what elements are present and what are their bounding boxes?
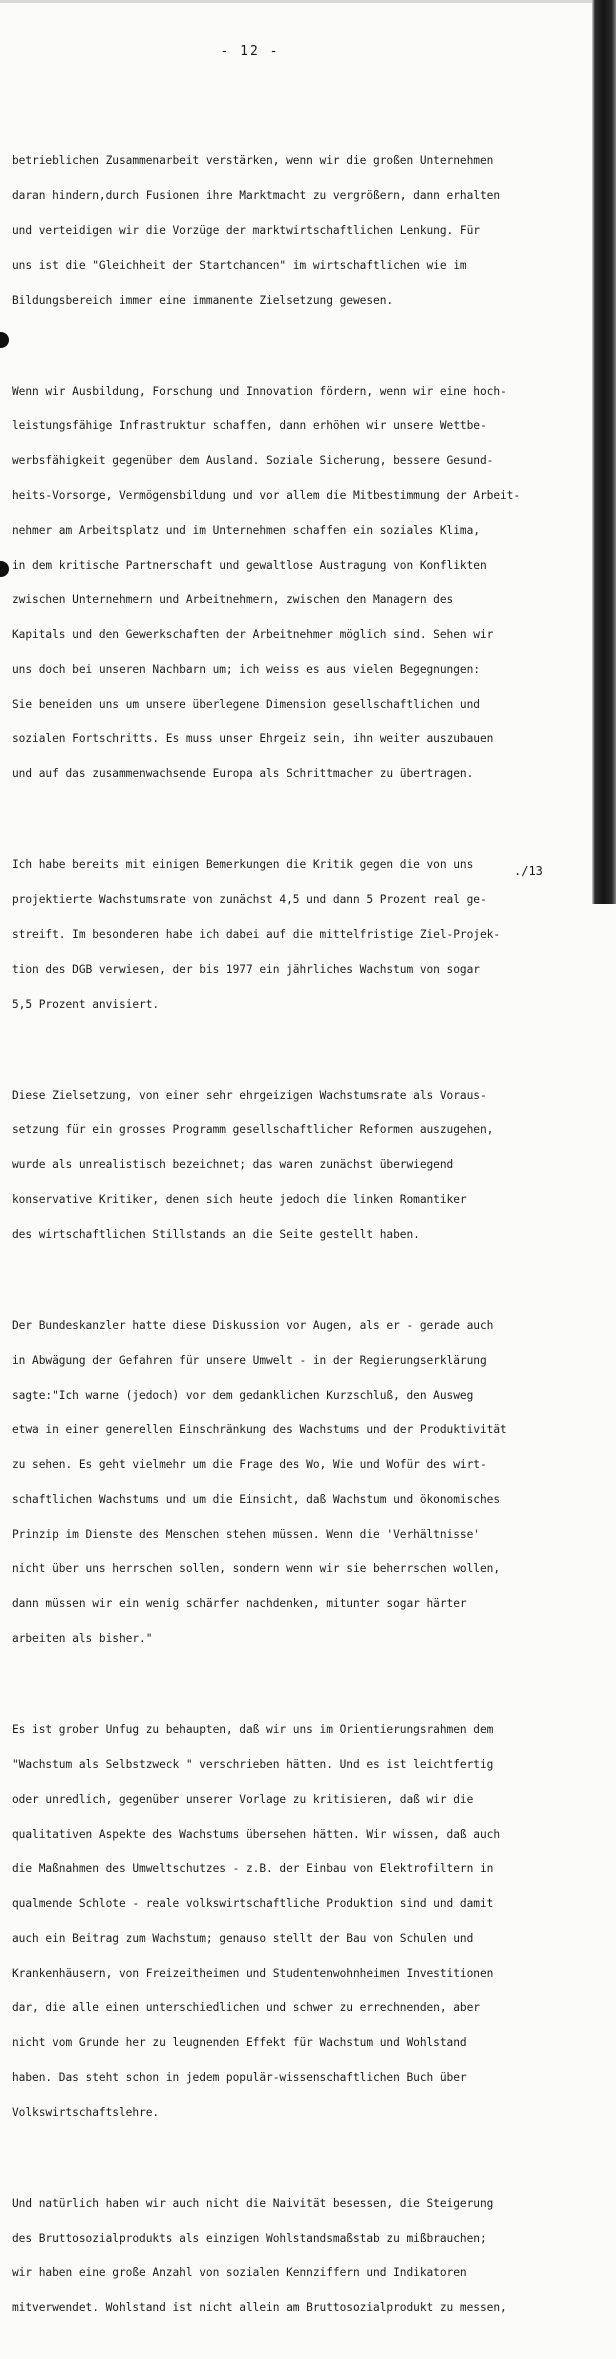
text-line: arbeiten als bisher.": [12, 1632, 153, 1645]
text-line: konservative Kritiker, denen sich heute jedoch die linken Romantiker: [12, 1193, 467, 1207]
paragraph: [12, 2175, 582, 2337]
text-line: Ich habe bereits mit einigen Bemerkungen die Kritik gegen die von uns: [12, 858, 474, 872]
paragraph: [12, 132, 582, 329]
scan-top-edge: [0, 0, 592, 3]
text-line: leistungsfähige Infrastruktur schaffen, dann erhöhen wir unsere Wettbe-: [12, 419, 487, 433]
text-line: projektierte Wachstumsrate von zunächst 4,5 und dann 5 Prozent real ge-: [12, 893, 487, 907]
text-line: zu sehen. Es geht vielmehr um die Frage des Wo, Wie und Wofür des wirt-: [12, 1458, 487, 1472]
text-line: Der Bundeskanzler hatte diese Diskussion vor Augen, als er - gerade auch: [12, 1318, 494, 1332]
text-line: wir haben eine große Anzahl von sozialen Kennziffern und Indikatoren: [12, 2266, 467, 2280]
text-line: des Bruttosozialprodukts als einzigen Wohlstandsmaßstab zu mißbrauchen;: [12, 2231, 487, 2245]
paragraph: [12, 1297, 582, 1668]
text-line: Prinzip im Dienste des Menschen stehen müssen. Wenn die 'Verhältnisse': [12, 1527, 480, 1541]
text-line: qualitativen Aspekte des Wachstums übersehen hätten. Wir wissen, daß auch: [12, 1827, 501, 1841]
text-line: streift. Im besonderen habe ich dabei auf die mittelfristige Ziel-Projek-: [12, 927, 501, 941]
text-line: sozialen Fortschritts. Es muss unser Ehrgeiz sein, ihn weiter auszubauen: [12, 732, 494, 746]
text-line: oder unredlich, gegenüber unserer Vorlage zu kritisieren, daß wir die: [12, 1792, 474, 1806]
punch-hole: [0, 561, 9, 577]
paragraph: [12, 1701, 582, 2142]
text-line: Krankenhäusern, von Freizeitheimen und Studentenwohnheimen Investitionen: [12, 1966, 494, 1980]
text-line: daran hindern,durch Fusionen ihre Marktmacht zu vergrößern, dann erhalten: [12, 189, 501, 203]
text-line: Bildungsbereich immer eine immanente Zielsetzung gewesen.: [12, 293, 394, 307]
punch-hole: [0, 332, 9, 348]
continuation-mark: ./13: [514, 864, 543, 878]
text-line: schaftlichen Wachstums und um die Einsicht, daß Wachstum und ökonomisches: [12, 1492, 501, 1506]
text-line: etwa in einer generellen Einschränkung des Wachstums und der Produktivität: [12, 1423, 507, 1437]
text-line: uns ist die "Gleichheit der Startchancen" im wirtschaftlichen wie im: [12, 258, 467, 272]
paragraph: [12, 1067, 582, 1264]
text-line: die Maßnahmen des Umweltschutzes - z.B. der Einbau von Elektrofiltern in: [12, 1862, 494, 1876]
text-line: Sie beneiden uns um unsere überlegene Dimension gesellschaftlichen und: [12, 697, 480, 711]
text-line: in dem kritische Partnerschaft und gewaltlose Austragung von Konflikten: [12, 558, 487, 572]
text-line: dann müssen wir ein wenig schärfer nachdenken, mitunter sogar härter: [12, 1597, 467, 1611]
text-line: nicht vom Grunde her zu leugnenden Effekt für Wachstum und Wohlstand: [12, 2036, 467, 2050]
text-line: zwischen Unternehmern und Arbeitnehmern, zwischen den Managern des: [12, 593, 454, 607]
text-line: auch ein Beitrag zum Wachstum; genauso stellt der Bau von Schulen und: [12, 1931, 474, 1945]
page-number: - 12 -: [220, 44, 280, 59]
text-line: wurde als unrealistisch bezeichnet; das waren zunächst überwiegend: [12, 1158, 454, 1172]
text-line: 5,5 Prozent anvisiert.: [12, 997, 160, 1011]
text-line: mitverwendet. Wohlstand ist nicht allein am Bruttosozialprodukt zu messen,: [12, 2301, 507, 2315]
text-line: Wenn wir Ausbildung, Forschung und Innovation fördern, wenn wir eine hoch-: [12, 384, 507, 398]
text-line: Und natürlich haben wir auch nicht die Naivität besessen, die Steigerung: [12, 2196, 494, 2210]
document-body: [12, 109, 582, 2359]
text-line: tion des DGB verwiesen, der bis 1977 ein jährliches Wachstum von sogar: [12, 962, 480, 976]
text-line: Volkswirtschaftslehre.: [12, 2105, 160, 2119]
text-line: nicht über uns herrschen sollen, sondern wenn wir sie beherrschen wollen,: [12, 1562, 501, 1576]
text-line: "Wachstum als Selbstzweck " verschrieben hätten. Und es ist leichtfertig: [12, 1757, 494, 1771]
text-line: qualmende Schlote - reale volkswirtschaftliche Produktion sind und damit: [12, 1897, 494, 1911]
paragraph: [12, 836, 582, 1033]
scan-binding-edge: [592, 0, 616, 904]
text-line: setzung für ein grosses Programm gesellschaftlicher Reformen auszugehen,: [12, 1123, 494, 1137]
text-line: sagte:"Ich warne (jedoch) vor dem gedanklichen Kurzschluß, den Ausweg: [12, 1388, 474, 1402]
text-line: und verteidigen wir die Vorzüge der marktwirtschaftlichen Lenkung. Für: [12, 223, 480, 237]
text-line: betrieblichen Zusammenarbeit verstärken, wenn wir die großen Unternehmen: [12, 154, 494, 168]
text-line: Diese Zielsetzung, von einer sehr ehrgeizigen Wachstumsrate als Voraus-: [12, 1088, 487, 1102]
text-line: haben. Das steht schon in jedem populär-wissenschaftlichen Buch über: [12, 2070, 467, 2084]
paragraph: [12, 362, 582, 803]
text-line: dar, die alle einen unterschiedlichen und schwer zu errechnenden, aber: [12, 2001, 480, 2015]
text-line: Es ist grober Unfug zu behaupten, daß wir uns im Orientierungsrahmen dem: [12, 1723, 494, 1737]
text-line: heits-Vorsorge, Vermögensbildung und vor allem die Mitbestimmung der Arbeit-: [12, 489, 521, 502]
text-line: und auf das zusammenwachsende Europa als Schrittmacher zu übertragen.: [12, 767, 474, 781]
text-line: Kapitals und den Gewerkschaften der Arbeitnehmer möglich sind. Sehen wir: [12, 628, 494, 642]
text-line: werbsfähigkeit gegenüber dem Ausland. Soziale Sicherung, bessere Gesund-: [12, 454, 494, 468]
text-line: nehmer am Arbeitsplatz und im Unternehmen schaffen ein soziales Klima,: [12, 523, 480, 537]
text-line: uns doch bei unseren Nachbarn um; ich weiss es aus vielen Begegnungen:: [12, 662, 480, 676]
text-line: in Abwägung der Gefahren für unsere Umwelt - in der Regierungserklärung: [12, 1353, 487, 1367]
text-line: des wirtschaftlichen Stillstands an die Seite gestellt haben.: [12, 1227, 420, 1241]
